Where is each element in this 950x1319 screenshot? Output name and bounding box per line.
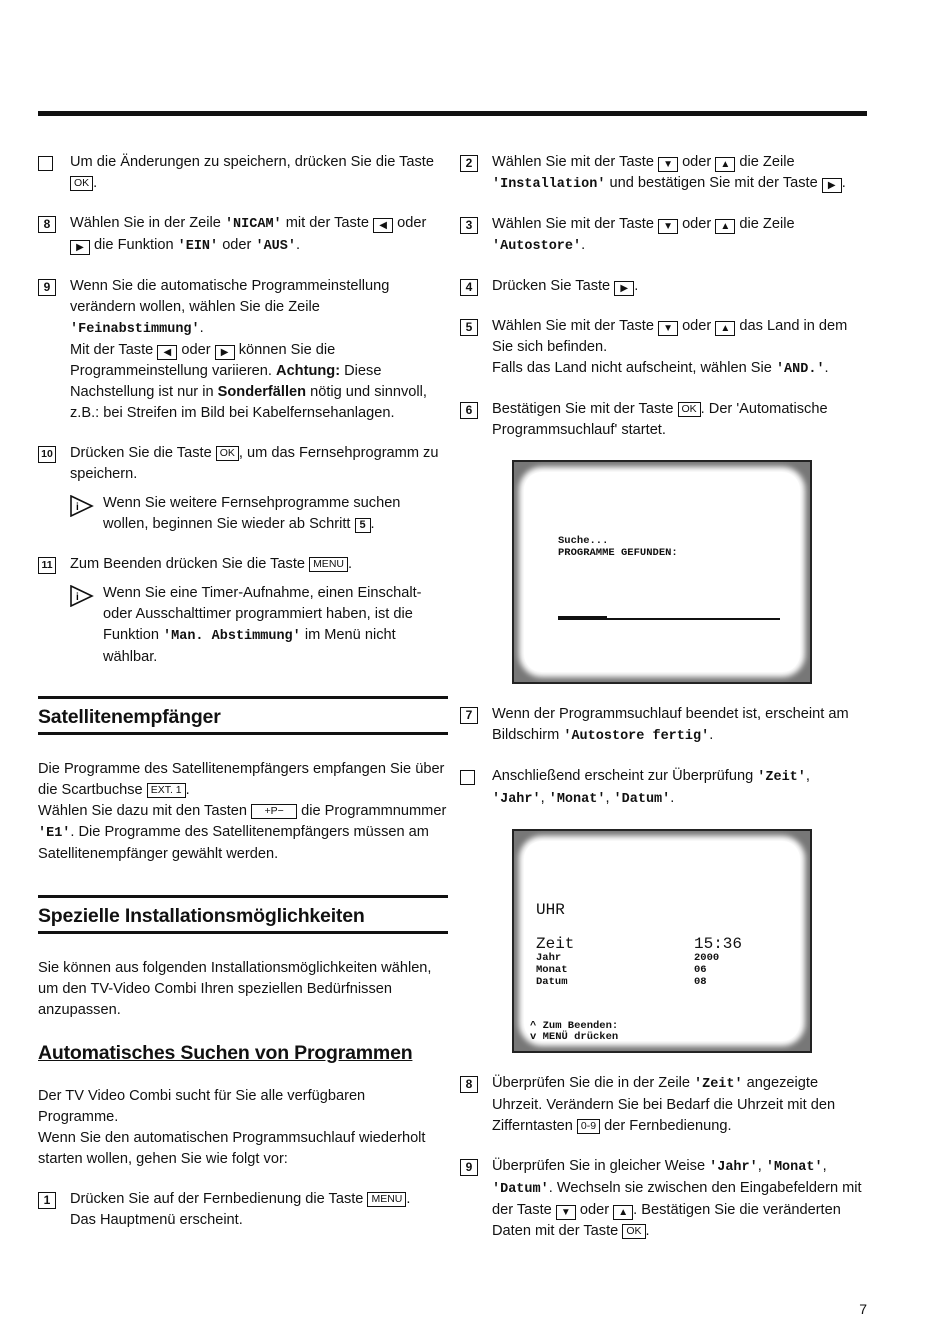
monat-label: 'Monat' [548,792,606,807]
progress-fill [558,616,607,620]
ein-label: 'EIN' [177,239,219,254]
step-text: Falls das Land nicht aufscheint, wählen Sie [492,360,776,376]
punct: , [757,1158,766,1174]
step-text: oder [678,318,716,334]
step-text: Mit der Taste [70,342,158,358]
step-6 [460,399,865,441]
step-text: Anschließend erscheint zur Überprüfung [492,768,758,784]
auto-paragraph [38,1086,448,1170]
tv-screen-area [524,472,800,672]
special-paragraph: Sie können aus folgenden Installationsmöglichkeiten wählen, um den TV-Video Combi Ihren speziellen Bedürfnissen anzupassen. [38,960,432,1018]
menu-key: MENU [367,1192,406,1207]
step-text: die Zeile [735,216,795,232]
monat-label: 'Monat' [765,1160,823,1175]
step-10 [38,443,448,535]
step-7 [460,704,865,747]
step-text: oder [678,216,716,232]
tv-search-text: Suche... [558,535,609,547]
punct: , [605,790,614,806]
step-text: Drücken Sie die Taste [70,445,216,461]
subsection-title-auto: Automatisches Suchen von Programmen [38,1042,413,1064]
step-number: 8 [38,216,56,233]
punct: . [709,727,714,743]
step-number: 5 [460,319,478,336]
step-text: oder [218,237,256,253]
punct: , [805,768,810,784]
para-text: Wählen Sie dazu mit den Tasten [38,803,252,819]
right-arrow-key: ▶ [70,240,90,255]
punct: , [540,790,549,806]
step-text: Wählen Sie in der Zeile [70,215,225,231]
step-text: oder [678,154,716,170]
step-text: können Sie die Programmeinstellung variieren. [70,342,336,379]
step-text: Überprüfen Sie die in der Zeile [492,1075,694,1091]
para-text: Die Programme des Satellitenempfängers empfangen Sie über die Scartbuchse [38,761,445,798]
menu-key: MENU [309,557,348,572]
punct: . [670,790,675,806]
step-text: oder [575,1202,614,1218]
step-text: mit der Taste [281,215,374,231]
info-tip-icon [70,495,94,517]
step-9-left [38,276,448,424]
down-arrow-key: ▼ [658,157,678,172]
step-text: oder [177,342,215,358]
up-arrow-key: ▲ [613,1205,633,1220]
tv-footer-line2: v MENÜ drücken [530,1031,619,1043]
tv-monat-value: 06 [694,964,707,976]
punct: . [645,1223,650,1239]
zeit-label: 'Zeit' [757,770,806,785]
step-text: Drücken Sie auf der Fernbedienung die Taste [70,1191,368,1207]
step-text: Zum Beenden drücken Sie die Taste [70,556,310,572]
ok-key: OK [70,176,93,191]
left-arrow-key: ◀ [373,218,393,233]
step-2 [460,152,865,195]
para-text: die Programmnummer [297,803,447,819]
punct: . [185,782,190,798]
step-11 [38,554,448,668]
autostore-fertig-label: 'Autostore fertig' [563,729,710,744]
tv-clock-title: UHR [536,901,565,919]
datum-label: 'Datum' [613,792,671,807]
step-text: der Fernbedienung. [600,1118,732,1134]
left-arrow-key: ◀ [157,345,177,360]
achtung-label: Achtung: [276,363,341,379]
step-text: Bestätigen Sie mit der Taste [492,401,678,417]
step-8-right [460,1073,865,1137]
step-9-right [460,1156,865,1242]
tv-found-text: PROGRAMME GEFUNDEN: [558,547,678,559]
right-column [460,152,865,1261]
right-arrow-key: ▶ [614,281,634,296]
sonderfaellen-label: Sonderfällen [217,384,307,400]
aus-label: 'AUS' [255,239,296,254]
up-arrow-key: ▲ [715,321,735,336]
autostore-label: 'Autostore' [492,239,582,254]
tv-jahr-value: 2000 [694,952,720,964]
punct: . [347,556,353,572]
step-4 [460,276,865,297]
tv-datum-label: Datum [536,976,568,988]
tv-screen-area [524,841,800,1041]
checkbox-bullet [460,770,475,785]
punct: . [406,1191,411,1207]
step-text: und bestätigen Sie mit der Taste [605,175,822,191]
step-text: Das Hauptmenü erscheint. [70,1212,243,1228]
step-text: angezeigte Uhrzeit. Verändern Sie bei Bedarf die Uhrzeit mit den Zifferntasten [492,1075,836,1134]
step-check [460,766,865,810]
punct: . [824,360,829,376]
section-title-satellite: Satellitenempfänger [38,696,448,735]
program-key: +P− [251,804,297,819]
ext1-key: EXT. 1 [147,783,186,798]
step-text: die Zeile [735,154,795,170]
para-text: . Die Programme des Satellitenempfängers müssen am Satellitenempfänger gewählt werden. [38,824,429,862]
punct: . [841,175,846,191]
para-text: Wenn Sie den automatischen Programmsuchlauf wiederholt starten wollen, gehen Sie wie folgt vor: [38,1130,426,1167]
tv-jahr-label: Jahr [536,952,562,964]
tip-note [70,583,448,668]
right-arrow-key: ▶ [215,345,235,360]
punct: . [199,320,204,336]
down-arrow-key: ▼ [658,321,678,336]
step-number: 2 [460,155,478,172]
left-column [38,152,448,1250]
checkbox-bullet [38,156,53,171]
tv-screen-search [512,460,812,684]
punct: , [822,1158,827,1174]
step-number: 4 [460,279,478,296]
step-number: 6 [460,402,478,419]
step-text: . Der 'Automatische Programmsuchlauf' startet. [492,401,828,438]
step-number: 7 [460,707,478,724]
step-number: 9 [460,1159,478,1176]
tv-datum-value: 08 [694,976,707,988]
down-arrow-key: ▼ [556,1205,576,1220]
info-tip-icon [70,585,94,607]
tip-text: Wenn Sie weitere Fernsehprogramme suchen wollen, beginnen Sie wieder ab Schritt [103,495,401,532]
para-text: Der TV Video Combi sucht für Sie alle verfügbaren Programme. [38,1088,366,1125]
installation-label: 'Installation' [492,177,606,192]
step-text: Überprüfen Sie in gleicher Weise [492,1158,710,1174]
and-label: 'AND.' [775,362,825,377]
tv-screen-clock [512,829,812,1053]
svg-text:i: i [76,592,79,603]
jahr-label: 'Jahr' [709,1160,758,1175]
tip-text: im Menü nicht wählbar. [103,627,396,665]
punct: . [295,237,301,253]
step-text: nötig und sinnvoll, z.B.: bei Streifen im Bild bei Kabelfernsehanlagen. [70,384,427,421]
step-ref: 5 [355,518,371,533]
step-number: 10 [38,446,56,463]
datum-label: 'Datum' [492,1182,549,1197]
step-number: 9 [38,279,56,296]
right-arrow-key: ▶ [822,178,842,193]
step-text: Wählen Sie mit der Taste [492,154,659,170]
satellite-paragraph [38,759,448,865]
step-number: 8 [460,1076,478,1093]
man-abstimmung-label: 'Man. Abstimmung' [163,629,301,644]
step-text: Wählen Sie mit der Taste [492,216,659,232]
step-text: das Land in dem Sie sich befinden. [492,318,848,355]
step-8-left [38,213,448,257]
tip-note [70,493,448,535]
step-text: . Wechseln sie zwischen den Eingabefeldern mit der Taste [492,1180,862,1218]
down-arrow-key: ▼ [658,219,678,234]
zeit-label: 'Zeit' [694,1077,743,1092]
ok-key: OK [216,446,239,461]
svg-text:i: i [76,502,79,513]
section-title-special: Spezielle Installationsmöglichkeiten [38,895,448,934]
e1-label: 'E1' [38,826,71,841]
step-number: 1 [38,1192,56,1209]
step-text: Drücken Sie Taste [492,278,615,294]
step-number: 3 [460,217,478,234]
step-number: 11 [38,557,56,574]
feinabstimmung-label: 'Feinabstimmung' [70,322,200,337]
step-text: Wenn der Programmsuchlauf beendet ist, erscheint am Bildschirm [492,706,849,743]
punct: . [581,237,586,253]
top-rule [38,111,867,116]
tv-monat-label: Monat [536,964,568,976]
digit-keys: 0-9 [577,1119,600,1134]
step-3 [460,214,865,257]
step-text: . Bestätigen Sie die veränderten Daten mit der Taste [492,1202,841,1239]
tv-zeit-label: Zeit [536,935,575,953]
nicam-label: 'NICAM' [224,217,282,232]
step-text: , um das Fernsehprogramm zu speichern. [70,445,439,482]
ok-key: OK [678,402,701,417]
step-1 [38,1189,448,1231]
step-text: Um die Änderungen zu speichern, drücken Sie die Taste [70,154,434,170]
jahr-label: 'Jahr' [492,792,541,807]
tip-text: Wenn Sie eine Timer-Aufnahme, einen Einschalt- oder Ausschalttimer programmiert haben, ist die Funktion [103,585,422,643]
step-text: oder [393,215,427,231]
up-arrow-key: ▲ [715,157,735,172]
tv-footer-line1: ^ Zum Beenden: [530,1020,619,1032]
progress-track [558,618,780,620]
up-arrow-key: ▲ [715,219,735,234]
punct: . [370,516,375,532]
step-text: Wenn Sie die automatische Programmeinstellung verändern wollen, wählen Sie die Zeile [70,278,390,315]
punct: . [93,175,98,191]
step-save [38,152,448,194]
punct: . [634,278,639,294]
ok-key: OK [622,1224,645,1239]
step-text: Wählen Sie mit der Taste [492,318,659,334]
page-number: 7 [859,1301,867,1317]
step-text: die Funktion [90,237,178,253]
step-5 [460,316,865,380]
step-text: Diese Nachstellung ist nur in [70,363,382,400]
tv-zeit-value: 15:36 [694,935,743,953]
